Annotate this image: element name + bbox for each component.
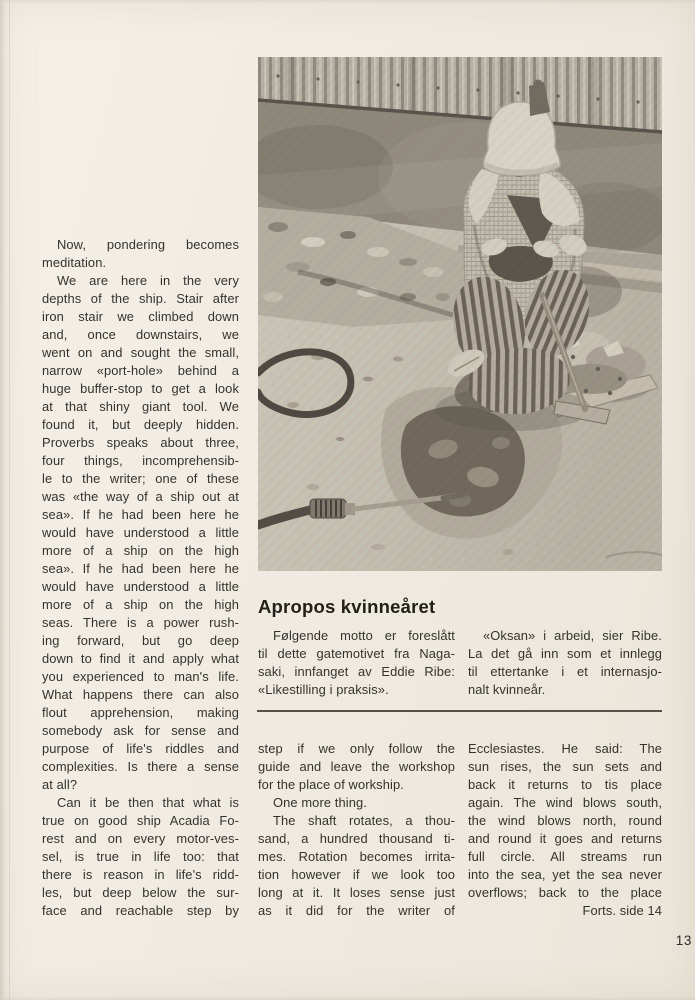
text-line: iron stair we climbed down	[42, 309, 239, 324]
section-heading: Apropos kvinneåret	[258, 596, 436, 617]
text-line: true on good ship Acadia Fo-	[42, 813, 239, 828]
text-line: found it, but deeply hidden.	[42, 417, 239, 432]
text-line: step if we only follow the	[258, 741, 455, 756]
text-line: again. The wind blows south,	[468, 795, 662, 810]
section-divider	[257, 710, 662, 712]
text-line: depths of the ship. Stair after	[42, 291, 239, 306]
text-line: back it returns to tis place	[468, 777, 662, 792]
text-line: Can it be then that what is	[57, 795, 239, 810]
text-line: somebody ask for sense and	[42, 723, 239, 738]
halftone-overlay-b	[258, 57, 662, 571]
text-line: overflows; back to the place	[468, 885, 662, 900]
text-line: seas. There is a power rush-	[42, 615, 239, 630]
bottom-text-column-2	[468, 740, 662, 920]
text-line: «Oksan» i arbeid, sier Ribe.	[483, 628, 662, 643]
text-line: til ettertanke i et internasjo-	[468, 664, 662, 679]
text-line: four things, incomprehensib-	[42, 453, 239, 468]
text-line: went on and sought the small,	[42, 345, 239, 360]
norwegian-column-2	[468, 627, 662, 699]
text-line: face and reachable step by	[42, 903, 239, 918]
text-line: complexities. Is there a sense	[42, 759, 239, 774]
text-line: more of a ship on the high	[42, 543, 239, 558]
text-line: was «the way of a ship out at	[42, 489, 239, 504]
text-line: would have understood a little	[42, 579, 239, 594]
text-line: Now, pondering becomes	[57, 237, 239, 252]
text-line: at that shiny giant tool. We	[42, 399, 239, 414]
text-line: and, once downstairs, we	[42, 327, 239, 342]
text-line: «Likestilling i praksis».	[258, 682, 389, 697]
text-line: and round it goes and returns	[468, 831, 662, 846]
text-line: guide and leave the workshop	[258, 759, 455, 774]
text-line: there is reason in life's ridd-	[42, 867, 239, 882]
text-line: into the sea, yet the sea never	[468, 867, 662, 882]
text-line: you experienced to man's life.	[42, 669, 239, 684]
text-line: the wind blows north, round	[468, 813, 662, 828]
text-line: purpose of life's riddles and	[42, 741, 239, 756]
left-text-column	[42, 236, 239, 920]
text-line: le to the writer; one of these	[42, 471, 239, 486]
text-line: sun rises, the sun sets and	[468, 759, 662, 774]
text-line: narrow «port-hole» behind a	[42, 363, 239, 378]
photograph	[258, 57, 662, 571]
text-line: La det gå inn som et innlegg	[468, 646, 662, 661]
text-line: Forts. side 14	[582, 903, 662, 918]
worksite-photo-graphic	[258, 57, 662, 571]
text-line: at all?	[42, 777, 78, 792]
text-line: flout apprehension, making	[42, 705, 239, 720]
bottom-text-column-1	[258, 740, 455, 920]
text-line: tion however if we look too	[258, 867, 455, 882]
text-line: meditation.	[42, 255, 107, 270]
text-line: Følgende motto er foreslått	[273, 628, 455, 643]
text-line: nalt kvinneår.	[468, 682, 546, 697]
text-line: les, but deep below the sur-	[42, 885, 239, 900]
text-line: sea». If he had been here he	[42, 561, 239, 576]
text-line: mes. Rotation becomes irrita-	[258, 849, 455, 864]
text-line: til dette gatemotivet fra Naga-	[258, 646, 455, 661]
text-line: What happens there can also	[42, 687, 239, 702]
text-line: would have understood a little	[42, 525, 239, 540]
text-line: sea». If he had been here he	[42, 507, 239, 522]
text-line: saki, innfanget av Eddie Ribe:	[258, 664, 455, 679]
text-line: The shaft rotates, a thou-	[273, 813, 455, 828]
text-line: sel, is true in life too: that	[42, 849, 239, 864]
text-line: ing forward, but go deep	[42, 633, 239, 648]
text-line: down to find it and apply what	[42, 651, 239, 666]
text-line: rest and on every motor-ves-	[42, 831, 239, 846]
text-line: for the place of workship.	[258, 777, 404, 792]
text-line: Proverbs speaks about three,	[42, 435, 239, 450]
text-line: We are here in the very	[57, 273, 239, 288]
text-line: long at it. It loses sense just	[258, 885, 455, 900]
text-line: Ecclesiastes. He said: The	[468, 741, 662, 756]
text-line: as it did for the writer of	[258, 903, 455, 918]
text-line: sand, a hundred thousand ti-	[258, 831, 455, 846]
text-line: full circle. All streams run	[468, 849, 662, 864]
page-edge-crease	[9, 0, 10, 1000]
text-line: more of a ship on the high	[42, 597, 239, 612]
text-line: One more thing.	[273, 795, 367, 810]
norwegian-column-1	[258, 627, 455, 699]
page-number: 13	[675, 933, 692, 948]
text-line: huge buffer-stop to get a look	[42, 381, 239, 396]
